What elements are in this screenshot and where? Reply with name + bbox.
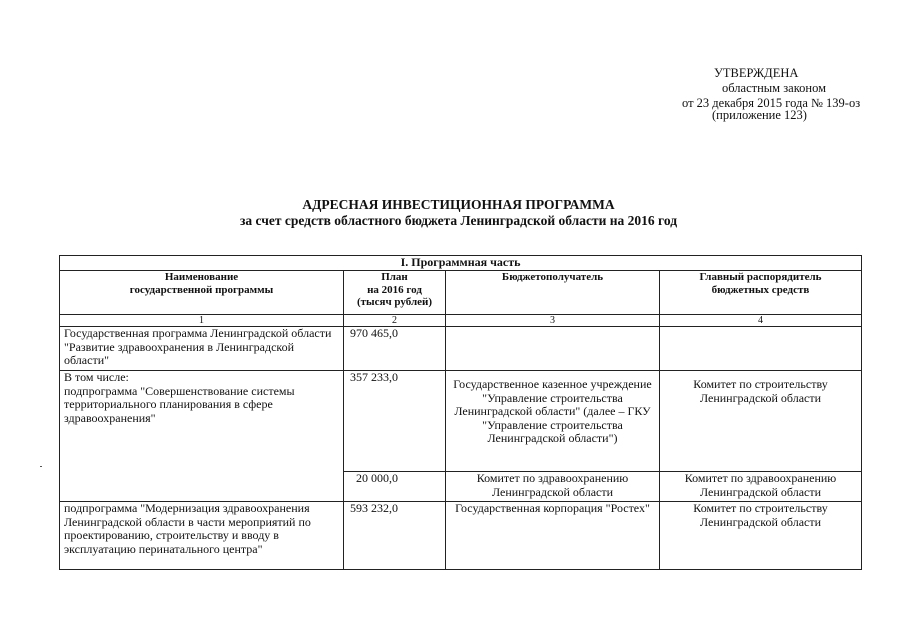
subprogram-2-manager: Комитет по строительству Ленинградской области <box>660 502 862 570</box>
subprogram-1-plan: 357 233,0 <box>344 371 446 472</box>
subprogram-1-recipient: Государственное казенное учреждение "Управление строительства Ленинградской области" (далее – ГКУ "Управление строительства Ленинградской области") <box>446 371 660 472</box>
approval-line-appendix: (приложение 123) <box>712 108 807 122</box>
table-row-subprogram-1 <box>60 371 862 472</box>
approval-line-approved: УТВЕРЖДЕНА <box>714 66 799 80</box>
program-plan: 970 465,0 <box>344 327 446 371</box>
header-name-line-2: государственной программы <box>129 283 274 296</box>
column-number-1: 1 <box>60 315 344 327</box>
section-header-row <box>60 256 862 271</box>
table-row-subprogram-2 <box>60 502 862 570</box>
program-manager <box>660 327 862 371</box>
header-plan-line-1: План <box>381 271 408 283</box>
subprogram-1-intro: В том числе: <box>64 370 129 384</box>
header-plan-line-2: на 2016 год <box>367 283 422 296</box>
header-recipient-label: Бюджетополучатель <box>501 271 604 283</box>
title-line-1: АДРЕСНАЯ ИНВЕСТИЦИОННАЯ ПРОГРАММА <box>302 197 615 212</box>
section-title: I. Программная часть <box>60 256 862 271</box>
investment-program-table <box>59 255 862 570</box>
header-manager-line-1: Главный распорядитель <box>699 271 822 283</box>
subprogram-2-plan: 593 232,0 <box>344 502 446 570</box>
subprogram-1b-plan: 20 000,0 <box>344 472 446 502</box>
subprogram-1-name: подпрограмма "Совершенствование системы территориального планирования в сфере здравоохранения" <box>64 383 295 425</box>
subprogram-1b-recipient: Комитет по здравоохранению Ленинградской области <box>446 472 660 502</box>
column-number-row <box>60 315 862 327</box>
column-number-3: 3 <box>446 315 660 327</box>
column-header-row <box>60 271 862 315</box>
approval-line-date: от 23 декабря 2015 года № 139-оз <box>682 96 861 110</box>
header-manager <box>660 271 862 315</box>
subprogram-1b-name-cell <box>60 472 344 502</box>
table-row-program <box>60 327 862 371</box>
header-plan <box>344 271 446 315</box>
approval-line-law: областным законом <box>722 81 827 95</box>
program-name: Государственная программа Ленинградской области "Развитие здравоохранения в Ленинградской области" <box>60 327 344 371</box>
header-name-line-1: Наименование <box>164 271 239 283</box>
program-recipient <box>446 327 660 371</box>
subprogram-1b-manager: Комитет по здравоохранению Ленинградской области <box>660 472 862 502</box>
header-recipient <box>446 271 660 315</box>
subprogram-2-name: подпрограмма "Модернизация здравоохранения Ленинградской области в части мероприятий по проектированию, строительству и вводу в эксплуатацию перинатального центра" <box>60 502 344 570</box>
title-line-2: за счет средств областного бюджета Ленинградской области на 2016 год <box>239 213 678 228</box>
column-number-4: 4 <box>660 315 862 327</box>
table-row-subprogram-1b <box>60 472 862 502</box>
document-title <box>0 197 905 229</box>
subprogram-1-manager: Комитет по строительству Ленинградской области <box>660 371 862 472</box>
header-manager-line-2: бюджетных средств <box>711 283 810 296</box>
header-program-name <box>60 271 344 315</box>
header-plan-line-3: (тысяч рублей) <box>356 296 433 308</box>
subprogram-1-name-cell <box>60 371 344 472</box>
column-number-2: 2 <box>344 315 446 327</box>
approval-stamp <box>682 66 861 123</box>
scan-speck <box>40 466 42 467</box>
subprogram-2-recipient: Государственная корпорация "Ростех" <box>446 502 660 570</box>
